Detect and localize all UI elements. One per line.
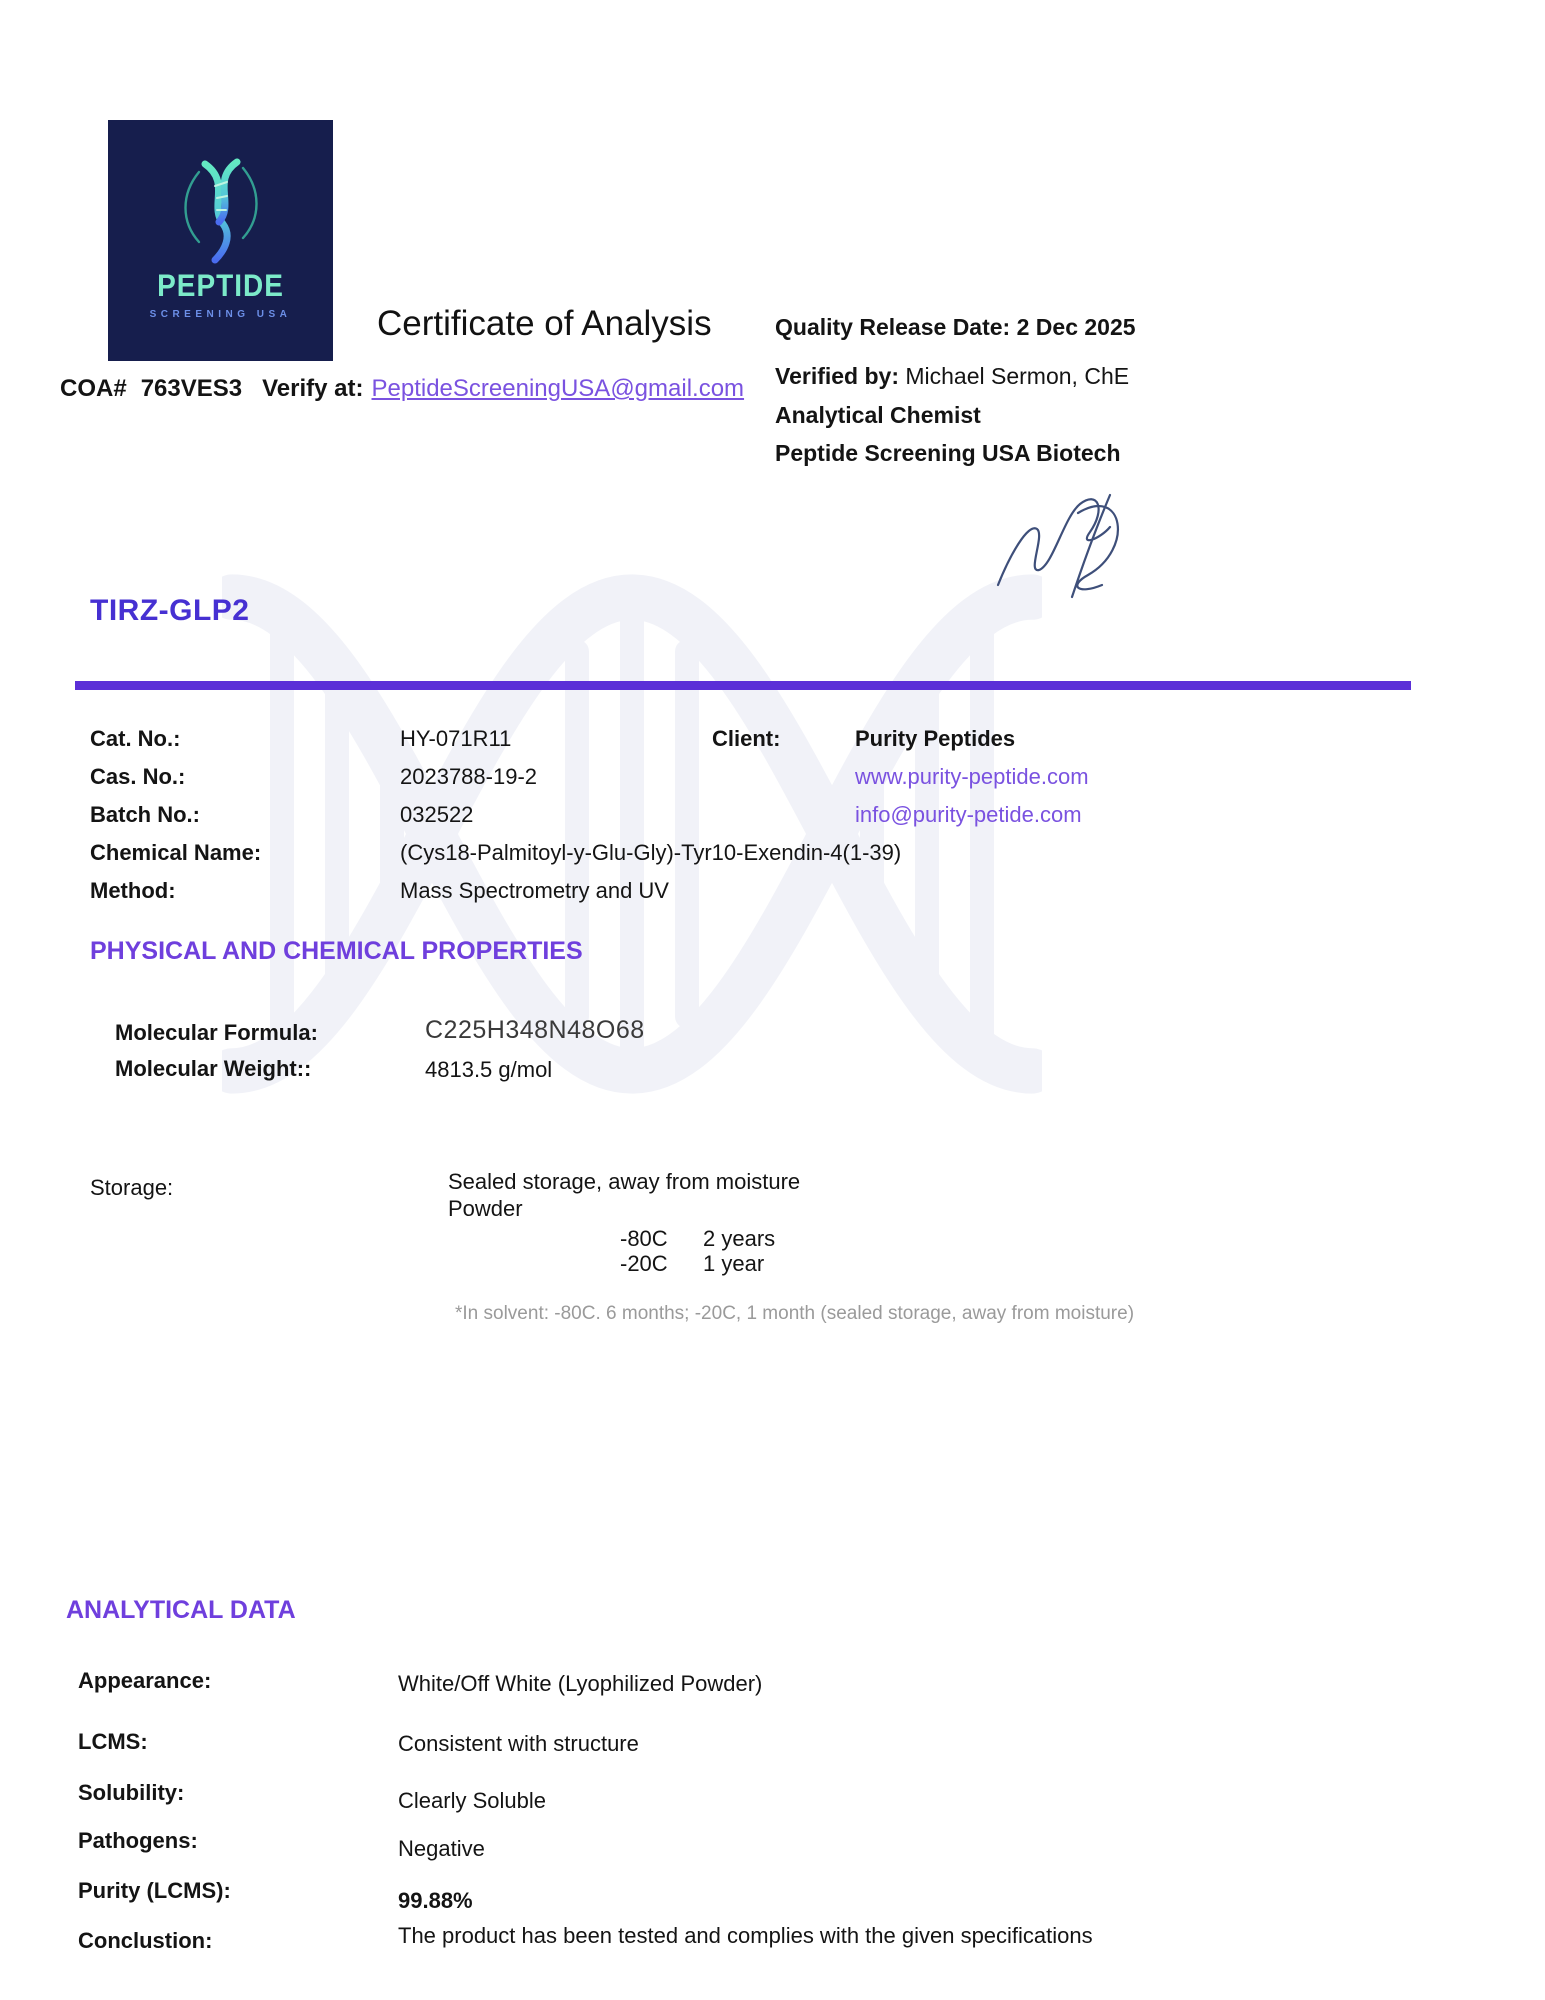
storage-form: Powder bbox=[448, 1196, 523, 1221]
coa-number: 763VES3 bbox=[140, 375, 243, 402]
method-label: Method: bbox=[90, 878, 176, 903]
analytical-section-heading: ANALYTICAL DATA bbox=[66, 1596, 296, 1624]
quality-release-date: 2 Dec 2025 bbox=[1016, 314, 1136, 340]
client-name: Purity Peptides bbox=[855, 726, 1016, 751]
molecular-formula-value: C225H348N48O68 bbox=[425, 1016, 645, 1044]
logo-brand-name: PEPTIDE bbox=[157, 268, 284, 303]
chemical-name-label: Chemical Name: bbox=[90, 840, 262, 865]
solubility-label: Solubility: bbox=[78, 1780, 185, 1805]
logo-brand-subtitle: SCREENING USA bbox=[149, 309, 292, 320]
quality-release-line bbox=[775, 314, 1136, 341]
cas-no-label: Cas. No.: bbox=[90, 764, 186, 789]
pathogens-label: Pathogens: bbox=[78, 1828, 198, 1853]
storage-duration: 1 year bbox=[703, 1251, 765, 1276]
verified-by-name: Michael Sermon, ChE bbox=[905, 363, 1130, 389]
purity-value: 99.88% bbox=[398, 1888, 473, 1913]
storage-temp: -20C bbox=[620, 1251, 668, 1276]
verifier-title: Analytical Chemist bbox=[775, 402, 981, 428]
molecular-weight-value: 4813.5 g/mol bbox=[425, 1057, 553, 1082]
lcms-value: Consistent with structure bbox=[398, 1731, 639, 1756]
purity-label: Purity (LCMS): bbox=[78, 1878, 231, 1903]
storage-label: Storage: bbox=[90, 1175, 174, 1200]
molecular-weight-label: Molecular Weight:: bbox=[115, 1056, 312, 1081]
molecular-formula-label: Molecular Formula: bbox=[115, 1020, 318, 1045]
conclusion-label: Conclustion: bbox=[78, 1928, 213, 1953]
client-label: Client: bbox=[712, 726, 781, 751]
product-name: TIRZ-GLP2 bbox=[90, 594, 250, 627]
company-logo bbox=[108, 120, 333, 361]
quality-release-label: Quality Release Date: bbox=[775, 314, 1011, 340]
appearance-label: Appearance: bbox=[78, 1668, 212, 1693]
coa-verify-line bbox=[60, 375, 744, 403]
batch-no-value: 032522 bbox=[400, 802, 474, 827]
verify-email-link[interactable]: PeptideScreeningUSA@gmail.com bbox=[371, 375, 745, 402]
method-value: Mass Spectrometry and UV bbox=[400, 878, 669, 903]
chemical-name-value: (Cys18-Palmitoyl-y-Glu-Gly)-Tyr10-Exendin-4(1-39) bbox=[400, 840, 902, 865]
cas-no-value: 2023788-19-2 bbox=[400, 764, 538, 789]
cat-no-value: HY-071R11 bbox=[400, 726, 512, 751]
storage-temp: -80C bbox=[620, 1226, 668, 1251]
batch-no-label: Batch No.: bbox=[90, 802, 200, 827]
verified-by-label: Verified by: bbox=[775, 363, 899, 389]
divider-rule bbox=[75, 681, 1411, 690]
pathogens-value: Negative bbox=[398, 1836, 485, 1861]
verified-by-line bbox=[775, 363, 1129, 390]
storage-duration: 2 years bbox=[703, 1226, 776, 1251]
properties-section-heading: PHYSICAL AND CHEMICAL PROPERTIES bbox=[90, 937, 583, 965]
dna-watermark bbox=[222, 528, 1042, 1140]
client-email-link[interactable]: info@purity-petide.com bbox=[855, 802, 1082, 827]
cat-no-label: Cat. No.: bbox=[90, 726, 181, 751]
dna-helix-icon bbox=[169, 152, 273, 264]
storage-condition: Sealed storage, away from moisture bbox=[448, 1169, 801, 1194]
conclusion-value: The product has been tested and complies with the given specifications bbox=[398, 1923, 1093, 1948]
coa-label: COA# bbox=[60, 375, 127, 402]
document-title: Certificate of Analysis bbox=[377, 304, 712, 343]
verify-at-label: Verify at: bbox=[262, 375, 364, 402]
signature bbox=[982, 485, 1142, 605]
solubility-value: Clearly Soluble bbox=[398, 1788, 546, 1813]
appearance-value: White/Off White (Lyophilized Powder) bbox=[398, 1671, 763, 1696]
client-website-link[interactable]: www.purity-peptide.com bbox=[855, 764, 1089, 789]
lcms-label: LCMS: bbox=[78, 1729, 148, 1754]
verifier-company: Peptide Screening USA Biotech bbox=[775, 440, 1121, 466]
storage-footnote: *In solvent: -80C. 6 months; -20C, 1 month (sealed storage, away from moisture) bbox=[455, 1303, 1135, 1324]
